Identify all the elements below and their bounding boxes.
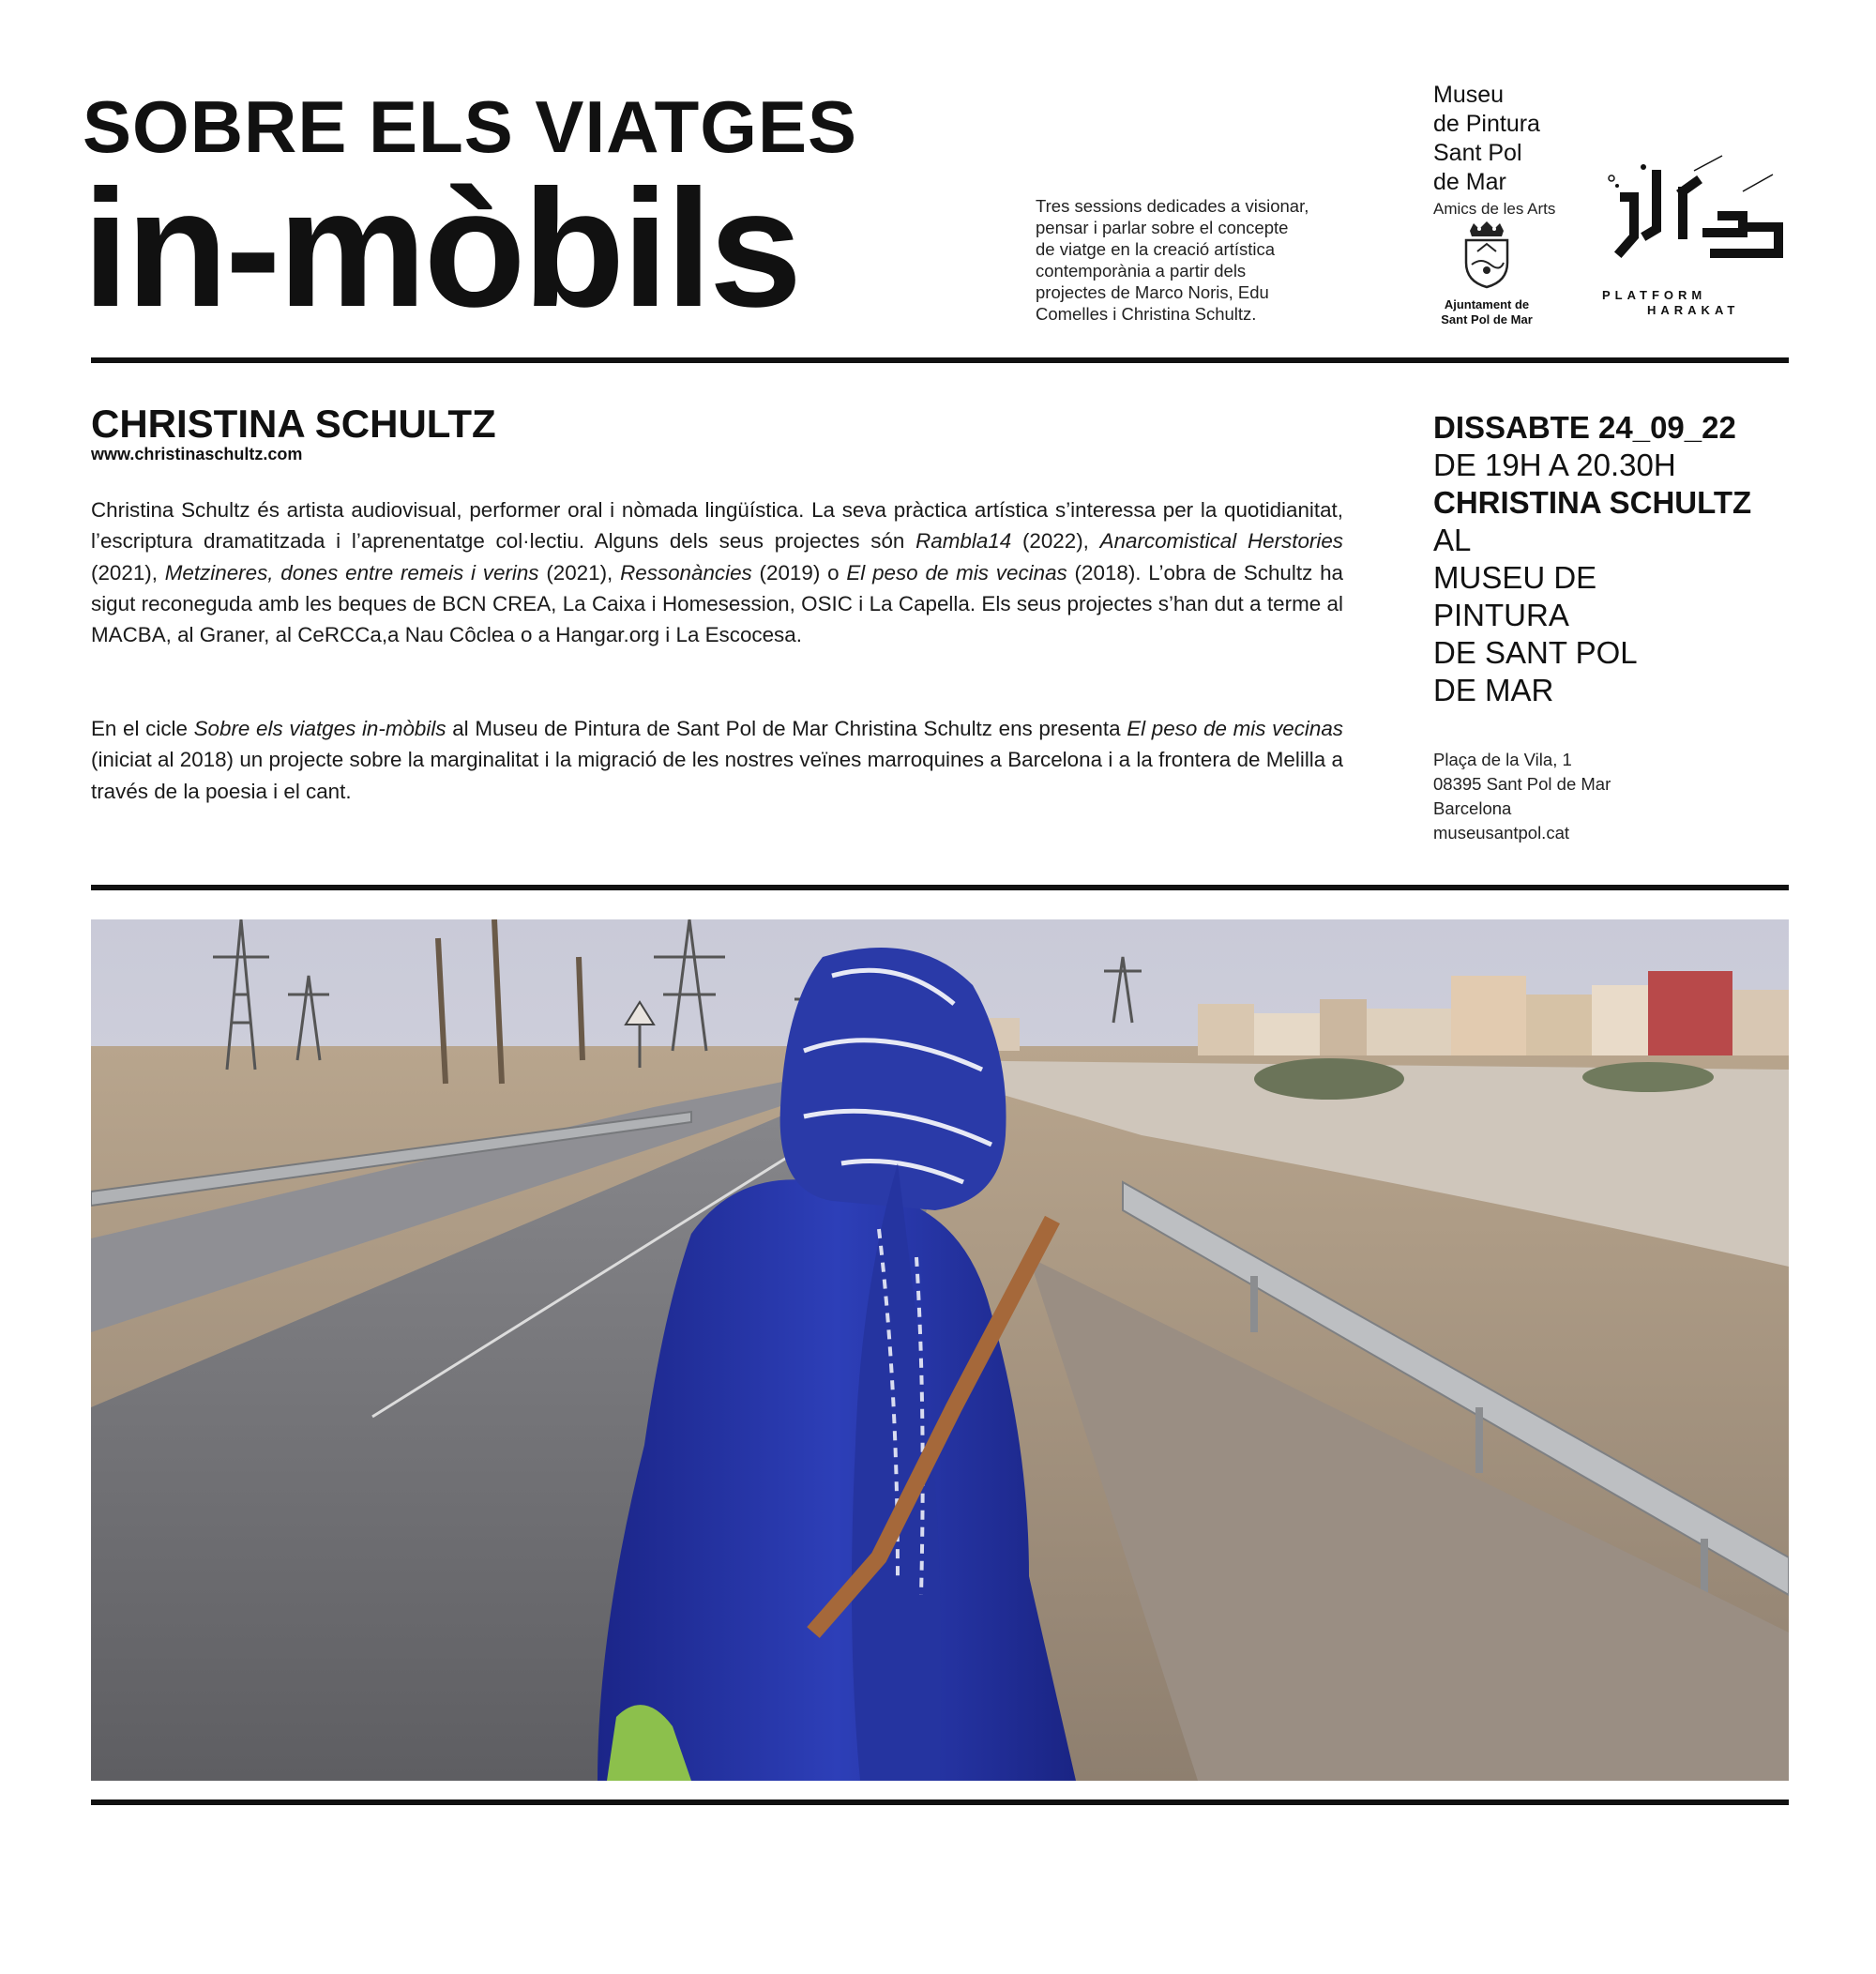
artist-name: CHRISTINA SCHULTZ	[91, 402, 496, 446]
project-title: Metzineres, dones entre remeis i verins	[164, 560, 539, 585]
bio-text: (2021),	[91, 560, 165, 585]
bio-text: (2018). L’obra de Schultz ha sigut reconeguda amb les beques de BCN CREA, La Caixa i Homesession, OSIC i La Capella. Els seus projectes s’han dut a terme al MACBA, al Graner, al CeRCCa,a Nau Côclea o a Hangar.org i La Escocesa.	[91, 560, 1343, 647]
ajuntament-line: Sant Pol de Mar	[1441, 312, 1533, 326]
cycle-title: Sobre els viatges in-mòbils	[193, 717, 446, 740]
museu-logo-line: Sant Pol	[1433, 140, 1522, 166]
venue-website[interactable]: museusantpol.cat	[1433, 823, 1570, 843]
divider-middle	[91, 885, 1789, 890]
event-venue-line: PINTURA	[1433, 598, 1569, 632]
museu-logo-subtitle: Amics de les Arts	[1433, 200, 1556, 218]
event-venue-line: MUSEU DE	[1433, 560, 1597, 595]
harakat-calligraphy-icon	[1602, 154, 1790, 274]
event-venue-line: DE MAR	[1433, 673, 1554, 707]
intro-line: de viatge en la creació artística	[1036, 239, 1276, 259]
intro-line: pensar i parlar sobre el concepte	[1036, 218, 1289, 237]
ajuntament-label	[1428, 297, 1546, 327]
woman-walking-road-illustration	[91, 919, 1789, 1781]
museu-logo-line: de Pintura	[1433, 111, 1540, 137]
artist-website: www.christinaschultz.com	[91, 445, 303, 463]
artist-bio	[91, 494, 1343, 650]
divider-bottom	[91, 1799, 1789, 1805]
intro-line: contemporània a partir dels	[1036, 261, 1247, 281]
project-title: El peso de mis vecinas	[846, 560, 1067, 585]
intro-line: Comelles i Christina Schultz.	[1036, 304, 1257, 324]
event-time: DE 19H A 20.30H	[1433, 448, 1676, 482]
event-venue-line: AL	[1433, 523, 1472, 557]
bio-text: (2022),	[1011, 529, 1100, 554]
bio-text: (2019) o	[751, 560, 847, 585]
project-title: Rambla14	[915, 529, 1012, 554]
address-line: 08395 Sant Pol de Mar	[1433, 774, 1611, 794]
museu-logo-line: Museu	[1433, 82, 1505, 108]
series-title-main: in-mòbils	[83, 155, 800, 342]
harakat-label-harakat: HARAKAT	[1647, 303, 1740, 317]
event-details	[1433, 409, 1790, 709]
series-title: SOBRE ELS VIATGES	[83, 85, 858, 168]
project-title: Ressonàncies	[620, 560, 752, 585]
cycle-text: En el cicle	[91, 717, 194, 740]
cycle-description	[91, 713, 1343, 807]
event-date: DISSABTE 24_09_22	[1433, 410, 1736, 445]
series-intro	[1036, 195, 1354, 325]
cycle-text: al Museu de Pintura de Sant Pol de Mar Christina Schultz ens presenta	[446, 717, 1127, 740]
event-venue-line: DE SANT POL	[1433, 635, 1638, 670]
intro-line: Tres sessions dedicades a visionar,	[1036, 196, 1309, 216]
cycle-text: (iniciat al 2018) un projecte sobre la marginalitat i la migració de les nostres veïnes marroquines a Barcelona i a la frontera de Melilla a través de la poesia i el cant.	[91, 748, 1343, 803]
coat-of-arms-icon	[1459, 221, 1515, 289]
event-photo	[91, 919, 1789, 1781]
ajuntament-line: Ajuntament de	[1444, 297, 1530, 311]
address-line: Plaça de la Vila, 1	[1433, 750, 1572, 769]
intro-line: projectes de Marco Noris, Edu	[1036, 282, 1269, 302]
event-artist: CHRISTINA SCHULTZ	[1433, 485, 1752, 520]
harakat-logo	[1602, 154, 1790, 318]
museu-logo	[1433, 81, 1574, 220]
address-line: Barcelona	[1433, 798, 1512, 818]
bio-text: Christina Schultz és artista audiovisual, performer oral i nòmada lingüística. La seva pràctica artística s’interessa per la quotidianitat, l’escriptura dramatitzada i l’aprenentatge col·lectiu. Alguns dels seus projectes són	[91, 498, 1343, 554]
ajuntament-logo	[1428, 221, 1546, 327]
project-title: Anarcomistical Herstories	[1099, 529, 1343, 554]
museu-logo-line: de Mar	[1433, 169, 1506, 195]
project-title: El peso de mis vecinas	[1127, 717, 1343, 740]
divider-top	[91, 357, 1789, 363]
venue-address	[1433, 748, 1611, 845]
harakat-label-platform: PLATFORM	[1602, 288, 1707, 302]
bio-text: (2021),	[538, 560, 621, 585]
